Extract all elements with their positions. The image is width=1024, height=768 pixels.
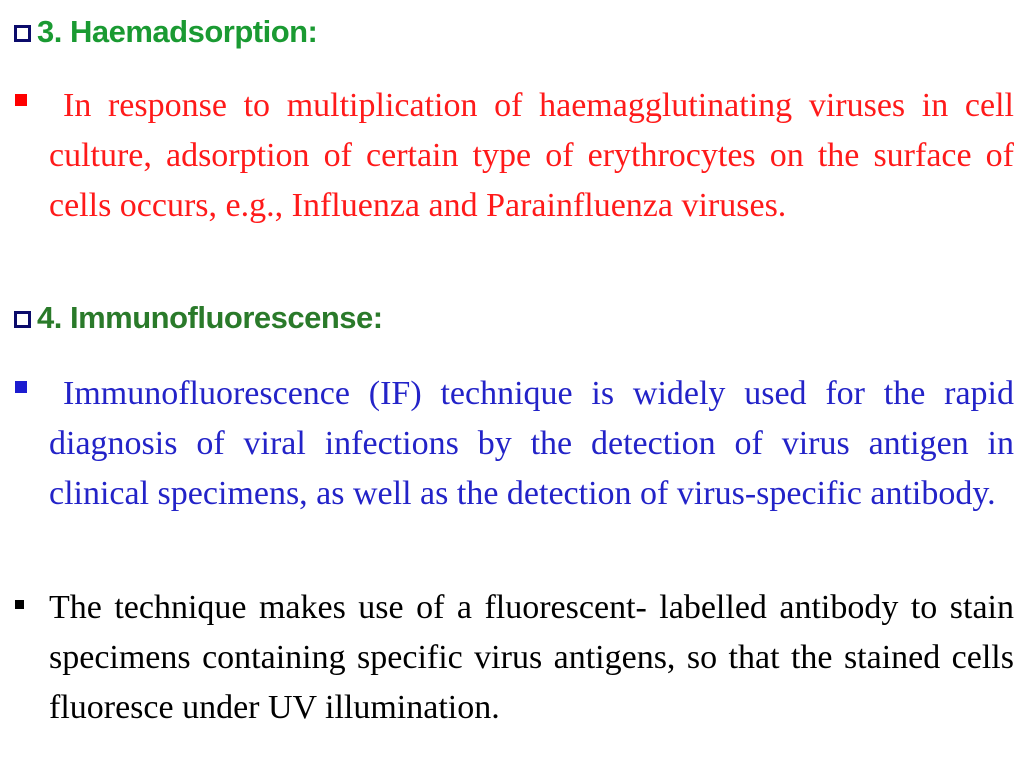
paragraph-text: In response to multiplication of haemagglutinating viruses in cell culture, adsorption of certain type of erythrocytes on the surface of cells occurs, e.g., Influenza and Parainfluenza viruses. [49, 87, 1014, 224]
checkbox-bullet-icon [14, 25, 31, 42]
square-bullet-icon [15, 600, 24, 609]
section-heading-text: 4. Immunofluorescense: [37, 300, 383, 335]
section-heading-immunofluorescense [14, 300, 383, 336]
square-bullet-icon [15, 381, 27, 393]
paragraph-if-technique [49, 369, 1014, 519]
paragraph-text: Immunofluorescence (IF) technique is widely used for the rapid diagnosis of viral infections by the detection of virus antigen in clinical specimens, as well as the detection of virus-specific antibody. [49, 375, 1014, 512]
paragraph-text: The technique makes use of a fluorescent- labelled antibody to stain specimens containing specific virus antigens, so that the stained cells fluoresce under UV illumination. [49, 589, 1014, 726]
paragraph-haemadsorption [49, 81, 1014, 231]
section-heading-haemadsorption [14, 14, 317, 50]
checkbox-bullet-icon [14, 311, 31, 328]
paragraph-fluorescent-antibody [49, 583, 1014, 733]
square-bullet-icon [15, 94, 27, 106]
section-heading-text: 3. Haemadsorption: [37, 14, 318, 49]
